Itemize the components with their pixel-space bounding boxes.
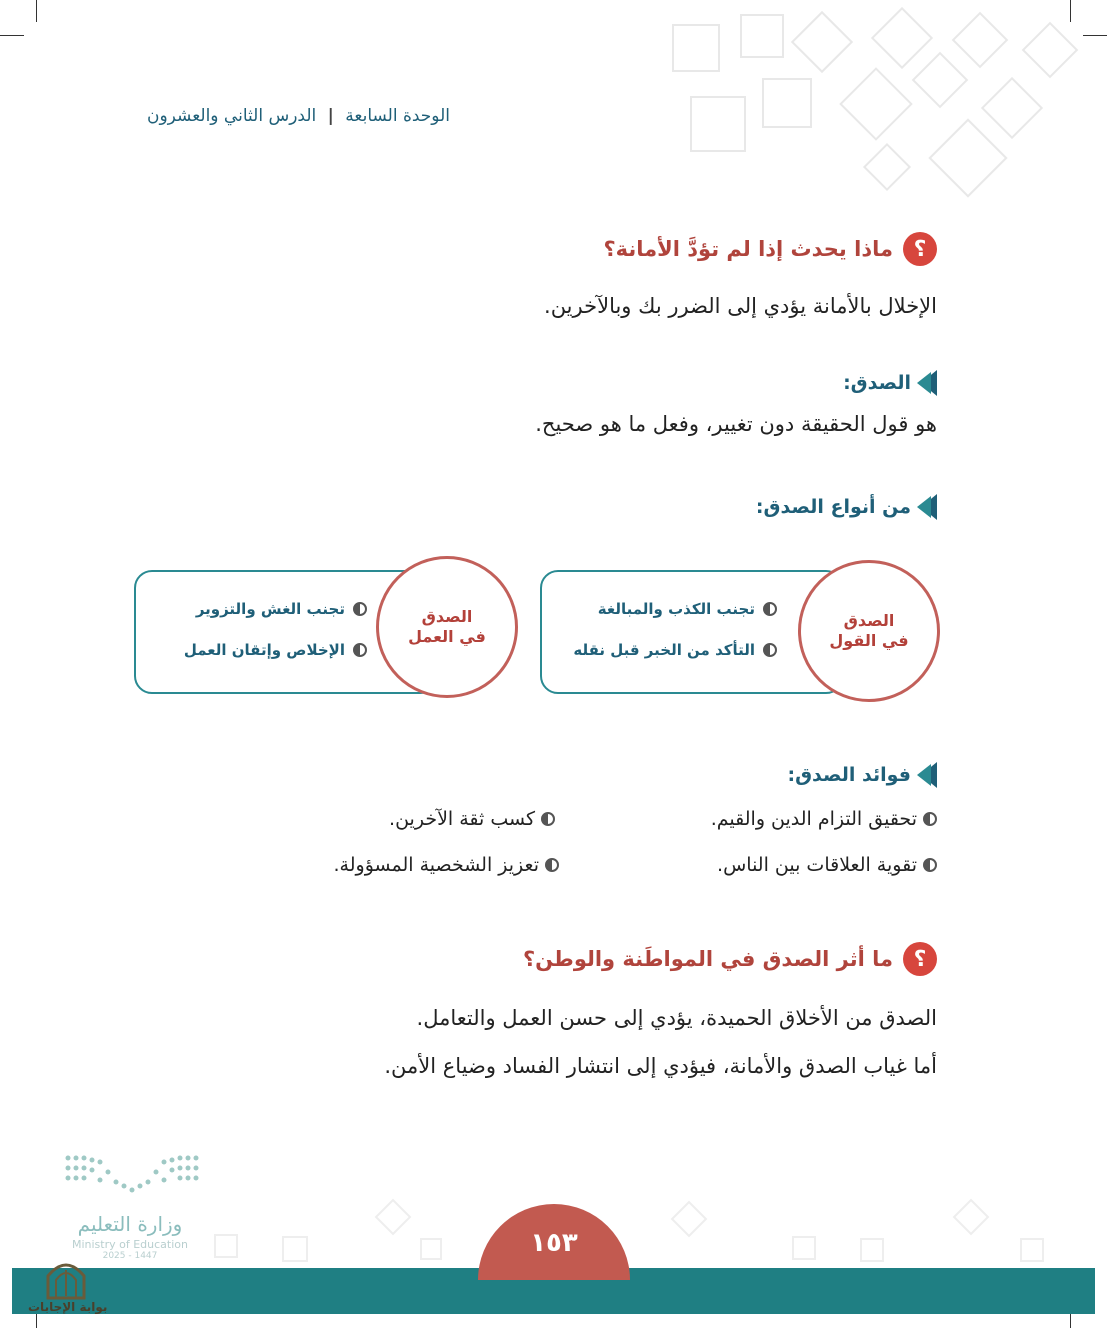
- bullet-icon: [763, 602, 777, 616]
- truth-title: الصدق:: [843, 372, 911, 394]
- ministry-logo: [60, 1212, 200, 1261]
- question-1-heading: [603, 232, 937, 266]
- truth-definition: هو قول الحقيقة دون تغيير، وفعل ما هو صحيح.: [535, 412, 937, 436]
- question-mark-icon: ؟: [903, 232, 937, 266]
- speech-item: التأكد من الخبر قبل نقله: [573, 641, 777, 659]
- work-item: الإخلاص وإتقان العمل: [184, 641, 367, 659]
- watermark-logo-icon: [44, 1256, 88, 1300]
- watermark-text: بوابة الإجابات: [28, 1300, 108, 1314]
- question-1-answer: الإخلال بالأمانة يؤدي إلى الضرر بك وبالآخرين.: [544, 294, 937, 318]
- page-number: ١٥٣: [478, 1204, 630, 1280]
- question-mark-icon: ؟: [903, 942, 937, 976]
- lesson-label: الدرس الثاني والعشرون: [146, 106, 317, 126]
- bullet-icon: [541, 812, 555, 826]
- bullet-icon: [763, 643, 777, 657]
- page-header: [120, 106, 450, 126]
- bullet-icon: [353, 643, 367, 657]
- bullet-icon: [353, 602, 367, 616]
- question-2-title: ما أثر الصدق في المواطَنة والوطن؟: [522, 947, 893, 971]
- question-2-answer-1: الصدق من الأخلاق الحميدة، يؤدي إلى حسن العمل والتعامل.: [416, 1006, 937, 1030]
- benefit-item: تحقيق التزام الدين والقيم.: [711, 808, 937, 830]
- benefit-item: تقوية العلاقات بين الناس.: [717, 854, 937, 876]
- truth-in-work-circle: الصدق في العمل: [376, 556, 518, 698]
- ministry-name-en: Ministry of Education: [71, 1238, 188, 1251]
- ministry-logo-dots: [62, 1150, 202, 1196]
- work-item: تجنب الغش والتزوير: [196, 600, 367, 618]
- types-heading: [756, 494, 937, 520]
- question-2-answer-2: أما غياب الصدق والأمانة، فيؤدي إلى انتشار الفساد وضياع الأمن.: [384, 1054, 937, 1078]
- crop-mark: [1083, 35, 1107, 36]
- speech-item: تجنب الكذب والمبالغة: [598, 600, 777, 618]
- ministry-years: 2025 - 1447: [102, 1251, 158, 1261]
- crop-mark: [1070, 0, 1071, 22]
- chevron-left-icon: [917, 370, 937, 396]
- ministry-name-ar: وزارة التعليم: [77, 1212, 183, 1236]
- benefit-item: كسب ثقة الآخرين.: [389, 808, 555, 830]
- types-title: من أنواع الصدق:: [755, 496, 911, 518]
- benefits-heading: [787, 762, 937, 788]
- benefit-item: تعزيز الشخصية المسؤولة.: [334, 854, 559, 876]
- crop-mark: [0, 35, 24, 36]
- benefits-title: فوائد الصدق:: [787, 764, 911, 786]
- crop-mark: [36, 0, 37, 22]
- question-2-heading: [523, 942, 937, 976]
- unit-label: الوحدة السابعة: [345, 106, 450, 126]
- truth-in-speech-circle: الصدق في القول: [798, 560, 940, 702]
- chevron-left-icon: [917, 762, 937, 788]
- truth-heading: [843, 370, 937, 396]
- header-separator: |: [327, 106, 334, 126]
- bullet-icon: [923, 858, 937, 872]
- question-1-title: ماذا يحدث إذا لم تؤدَّ الأمانة؟: [603, 237, 893, 261]
- bullet-icon: [545, 858, 559, 872]
- chevron-left-icon: [917, 494, 937, 520]
- bullet-icon: [923, 812, 937, 826]
